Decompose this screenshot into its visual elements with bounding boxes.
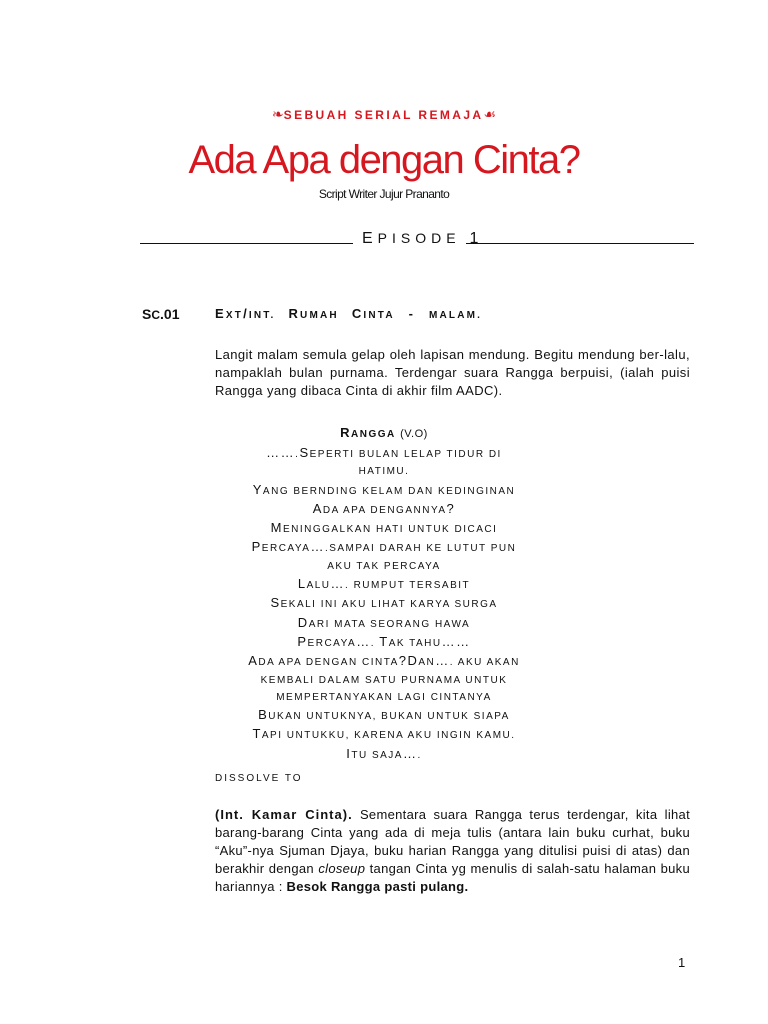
divider-left bbox=[140, 243, 353, 244]
poem-line bbox=[0, 575, 768, 594]
action-paragraph-1: Langit malam semula gelap oleh lapisan mendung. Begitu mendung ber-lalu, nampaklah bulan purnama. Terdengar suara Rangga berpuisi, (ialah puisi Rangga yang dibaca Cinta di akhir film AADC). bbox=[215, 347, 690, 398]
episode-label bbox=[362, 230, 483, 248]
text-segment: MALAM. bbox=[428, 310, 483, 321]
text-segment: C bbox=[351, 306, 364, 321]
closing-line: Besok Rangga pasti pulang. bbox=[286, 879, 469, 894]
poem-line bbox=[0, 594, 768, 613]
text-segment: S bbox=[299, 445, 310, 460]
text-segment: 1 bbox=[469, 230, 484, 247]
flower-ornament-right-icon: ☙ bbox=[483, 106, 497, 122]
poem-line bbox=[0, 463, 768, 480]
text-segment: R bbox=[288, 306, 301, 321]
text-segment: . bbox=[417, 749, 422, 761]
flower-ornament-left-icon: ❧ bbox=[271, 106, 284, 122]
text-segment: EBUAH bbox=[294, 108, 355, 122]
text-segment: R bbox=[418, 108, 430, 122]
text-segment: E bbox=[215, 306, 226, 321]
action-paragraph-2 bbox=[215, 806, 690, 896]
poem-line bbox=[0, 444, 768, 463]
poem-line bbox=[0, 725, 768, 744]
page-title: Ada Apa dengan Cinta? bbox=[188, 138, 580, 182]
text-segment: PISODE bbox=[377, 230, 470, 246]
script-writer-credit: Script Writer Jujur Prananto bbox=[318, 187, 450, 201]
text-segment: P bbox=[251, 539, 262, 555]
text-segment: S bbox=[142, 306, 152, 322]
text-segment: D bbox=[297, 614, 309, 630]
text-segment: INT. bbox=[248, 310, 289, 321]
text-segment: T bbox=[379, 633, 389, 649]
text-segment: DA APA DENGANNYA bbox=[322, 504, 447, 516]
text-segment: … bbox=[330, 576, 346, 592]
text-segment: INTA bbox=[363, 310, 395, 321]
text-segment: ERCAYA bbox=[307, 637, 357, 649]
poem-line bbox=[0, 481, 768, 500]
text-segment: EPERTI BULAN LELAP TIDUR DI bbox=[309, 449, 502, 460]
poem-line bbox=[0, 672, 768, 689]
text-segment: EKALI INI AKU LIHAT KARYA SURGA bbox=[280, 599, 498, 611]
text-segment: . bbox=[370, 637, 380, 649]
text-segment: ? bbox=[446, 500, 456, 516]
text-segment: AK TAHU bbox=[388, 637, 442, 649]
text-segment: ENINGGALKAN HATI UNTUK DICACI bbox=[282, 524, 498, 536]
poem-line bbox=[0, 633, 768, 652]
text-segment: - bbox=[394, 306, 429, 321]
text-segment: Y bbox=[252, 481, 263, 497]
speaker-tag: (V.O) bbox=[400, 428, 428, 440]
page-number: 1 bbox=[678, 955, 686, 970]
scene-heading bbox=[215, 306, 482, 321]
transition: DISSOLVE TO bbox=[215, 773, 303, 784]
text-segment: I bbox=[346, 745, 352, 761]
text-segment: … bbox=[402, 745, 418, 761]
text-segment: UKAN UNTUKNYA, BUKAN UNTUK SIAPA bbox=[268, 711, 510, 723]
text-segment: KEMBALI DALAM SATU PURNAMA UNTUK bbox=[260, 674, 508, 686]
text-segment: .01 bbox=[160, 306, 180, 322]
text-segment: C bbox=[151, 308, 161, 322]
text-segment: MEMPERTANYAKAN LAGI CINTANYA bbox=[276, 691, 492, 703]
text-segment: E bbox=[362, 230, 378, 247]
poem-line bbox=[0, 538, 768, 557]
text-segment: … bbox=[310, 539, 325, 555]
text-segment: S bbox=[283, 108, 295, 122]
text-segment: P bbox=[297, 633, 308, 649]
text-segment: ERIAL bbox=[364, 108, 419, 122]
kicker-text bbox=[284, 108, 484, 122]
paragraph-body-1: Sementara suara Rangga terus terdengar, kita lihat barang-barang Cinta yang ada di meja tulis (antara lain buku curhat, buku “Aku”-nya Sjuman Djaya, buku harian Rangga yang ditulisi puisi di atas) dan berakhir dengan bbox=[215, 807, 690, 876]
text-segment: TU SAJA bbox=[351, 749, 403, 761]
episode-heading bbox=[140, 230, 694, 250]
text-segment: UMAH bbox=[300, 310, 352, 321]
poem-line bbox=[0, 706, 768, 725]
poem-line bbox=[0, 652, 768, 671]
poem-line bbox=[0, 689, 768, 706]
text-segment: R bbox=[340, 425, 352, 440]
paragraph-body-2: tangan Cinta yg menulis di salah-satu halaman buku hariannya : bbox=[215, 861, 691, 894]
voiceover-speaker bbox=[0, 425, 768, 440]
scene-location-lead: (Int. Kamar Cinta). bbox=[215, 807, 353, 822]
text-segment: …… bbox=[441, 633, 471, 649]
text-segment: / bbox=[243, 306, 249, 321]
poem-line bbox=[0, 614, 768, 633]
text-segment: XT bbox=[225, 310, 244, 321]
italic-term: closeup bbox=[318, 861, 366, 876]
speaker-name bbox=[340, 425, 396, 440]
text-segment: ALU bbox=[306, 580, 331, 592]
poem-line bbox=[0, 558, 768, 575]
text-segment: ARI MATA SEORANG HAWA bbox=[308, 618, 471, 630]
text-segment: T bbox=[252, 726, 262, 742]
text-segment: M bbox=[270, 520, 283, 536]
text-segment: . AKU AKAN bbox=[449, 657, 520, 669]
text-segment: ERCAYA bbox=[261, 543, 311, 555]
text-segment: S bbox=[270, 595, 281, 611]
text-segment: AN bbox=[418, 657, 436, 669]
text-segment: HATIMU. bbox=[358, 466, 410, 478]
text-segment: API UNTUKKU, KARENA AKU INGIN KAMU. bbox=[261, 730, 516, 742]
text-segment: L bbox=[297, 576, 307, 592]
poem-line bbox=[0, 745, 768, 764]
text-segment: EMAJA bbox=[429, 108, 484, 122]
scene-number bbox=[142, 306, 179, 322]
text-segment: .SAMPAI DARAH KE LUTUT PUN bbox=[324, 543, 517, 555]
text-segment: ? bbox=[398, 653, 408, 669]
text-segment: B bbox=[258, 707, 269, 723]
text-segment: . bbox=[295, 449, 300, 460]
text-segment: S bbox=[354, 108, 365, 122]
text-segment: DA APA DENGAN CINTA bbox=[258, 657, 399, 669]
text-segment: ANGGA bbox=[351, 429, 396, 440]
poem-line bbox=[0, 519, 768, 538]
poem-line bbox=[0, 500, 768, 519]
text-segment: A bbox=[312, 500, 323, 516]
poem-lines bbox=[0, 444, 768, 764]
text-segment: … bbox=[435, 653, 450, 669]
series-kicker bbox=[0, 106, 768, 123]
divider-right bbox=[466, 243, 694, 244]
text-segment: . RUMPUT TERSABIT bbox=[345, 580, 471, 592]
text-segment: …… bbox=[266, 445, 296, 460]
text-segment: … bbox=[356, 633, 371, 649]
text-segment: D bbox=[407, 653, 419, 669]
text-segment: AKU TAK PERCAYA bbox=[327, 560, 441, 572]
text-segment: ANG BERNDING KELAM DAN KEDINGINAN bbox=[262, 485, 516, 497]
text-segment: A bbox=[248, 653, 259, 669]
